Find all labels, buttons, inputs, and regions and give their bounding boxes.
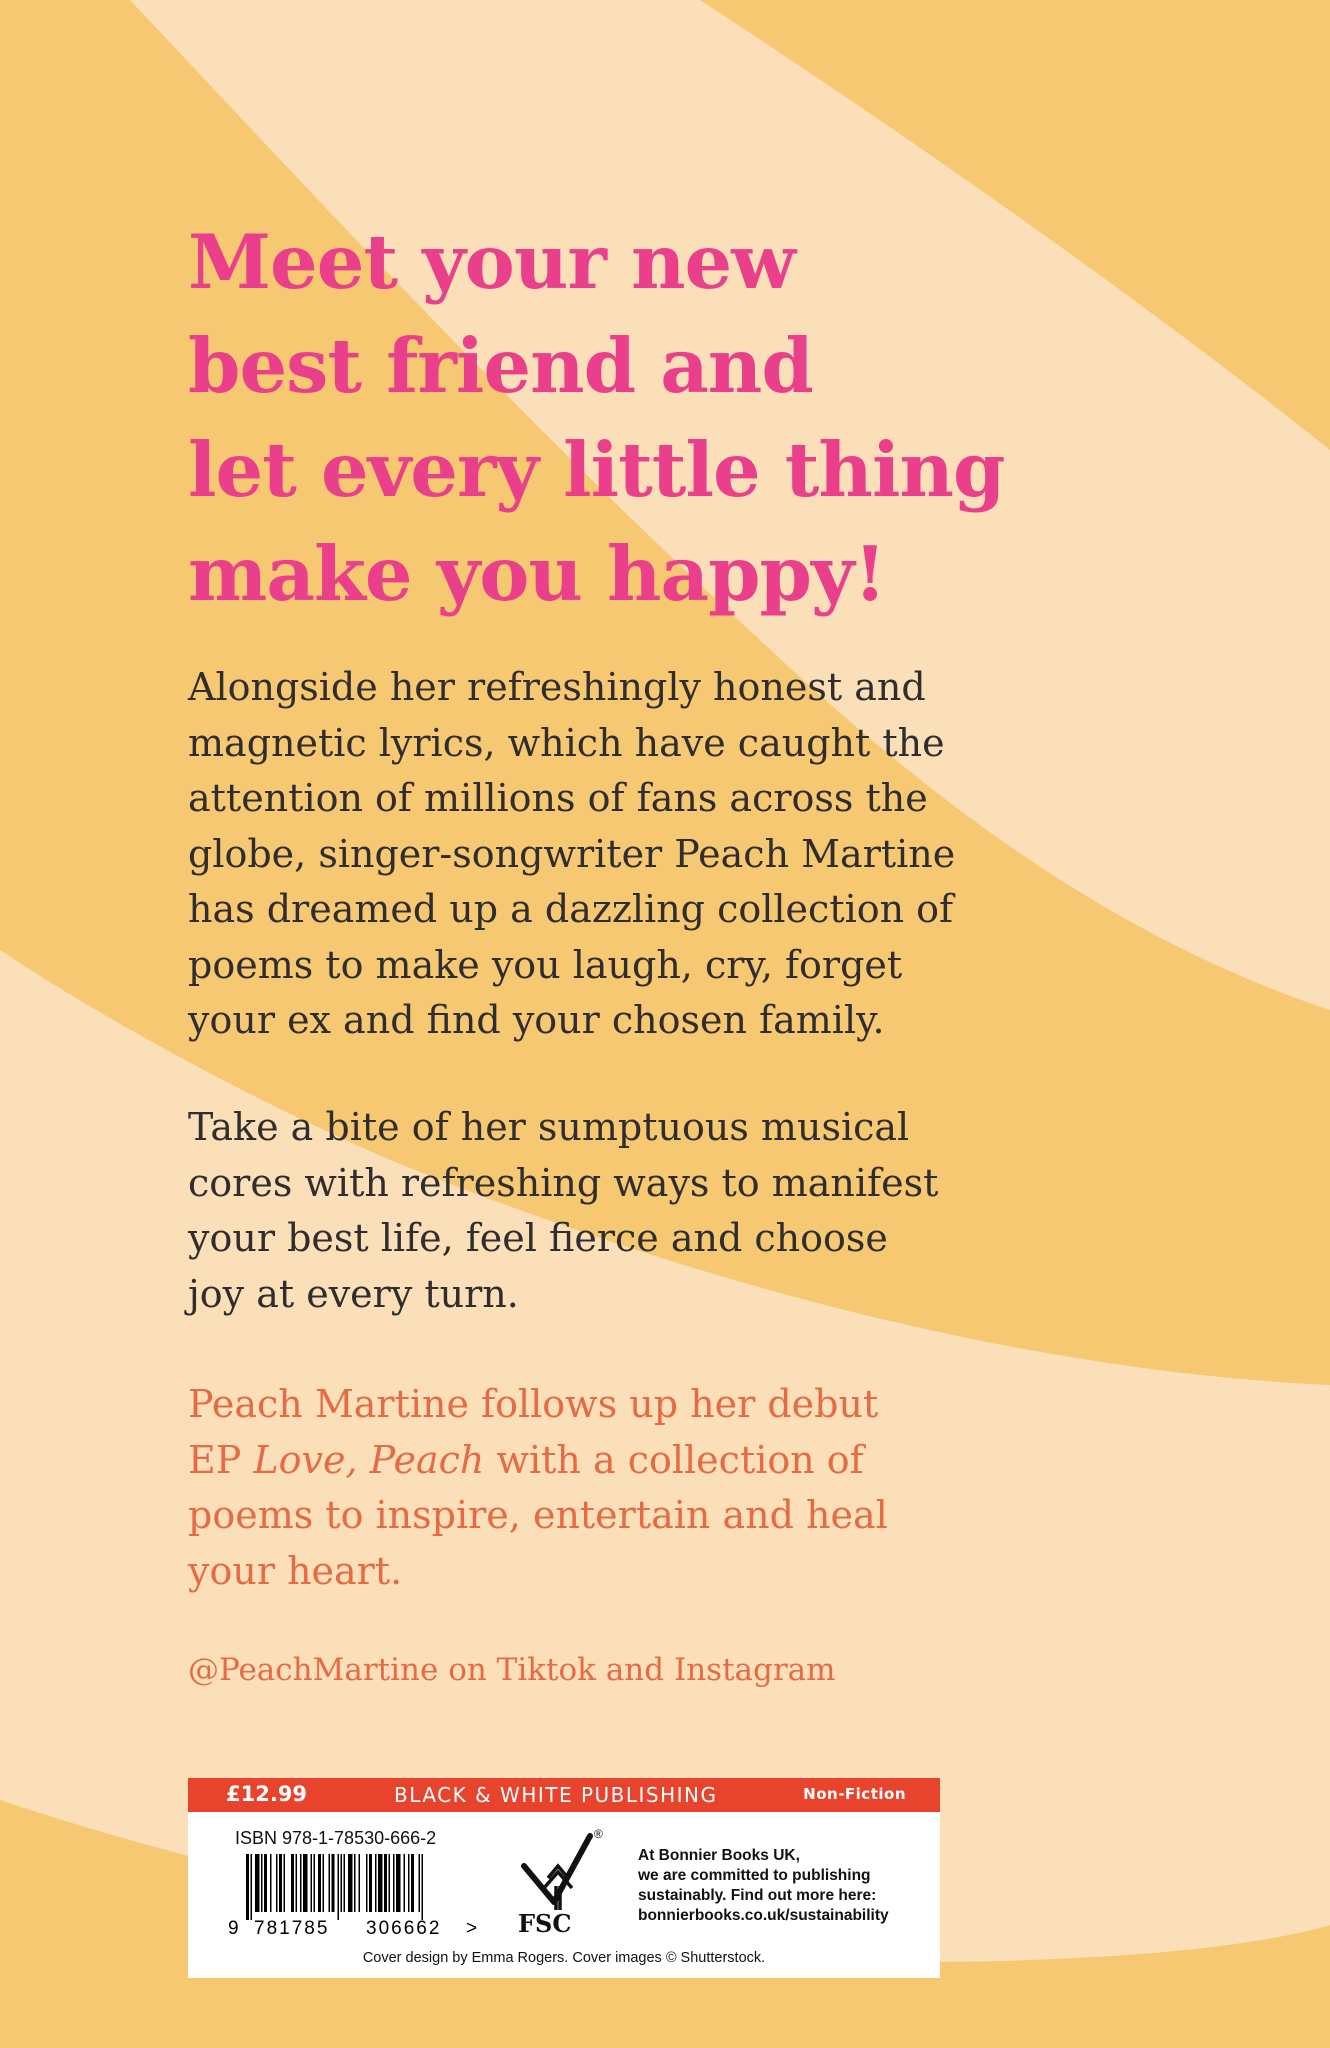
- barcode-bar: [369, 1854, 372, 1912]
- headline-line: Meet your new: [188, 218, 795, 306]
- blurb-line: Take a bite of her sumptuous musical: [188, 1105, 910, 1149]
- blurb-line: your ex and find your chosen family.: [188, 998, 885, 1042]
- barcode-bar: [311, 1854, 313, 1912]
- blurb-line: cores with refreshing ways to manifest: [188, 1160, 939, 1205]
- barcode-bar: [404, 1854, 406, 1912]
- category-label: Non-Fiction: [803, 1785, 906, 1803]
- blurb-line: poems to make you laugh, cry, forget: [188, 942, 903, 987]
- blurb-line: magnetic lyrics, which have caught the: [188, 720, 945, 765]
- barcode-bar: [246, 1854, 249, 1920]
- sustainability-line: sustainably. Find out more here:: [638, 1887, 877, 1904]
- blurb-line: poems to inspire, entertain and heal: [188, 1493, 888, 1537]
- headline-line: let every little thing: [188, 426, 1005, 514]
- social-handle: @PeachMartine on Tiktok and Instagram: [188, 1652, 836, 1688]
- fsc-text: FSC: [518, 1909, 572, 1938]
- barcode-bar: [261, 1854, 263, 1912]
- barcode-bar: [303, 1854, 308, 1912]
- barcode-bar: [408, 1854, 410, 1912]
- sustainability-note: [638, 1846, 938, 1926]
- blurb-line: Alongside her refreshingly honest and: [188, 665, 926, 709]
- isbn-label: ISBN 978-1-78530-666-2: [235, 1828, 437, 1848]
- sustainability-line: At Bonnier Books UK,: [638, 1847, 800, 1864]
- blurb-line: attention of millions of fans across the: [188, 776, 928, 820]
- barcode-bar: [323, 1854, 325, 1912]
- barcode-bar: [291, 1854, 294, 1912]
- price: £12.99: [226, 1782, 308, 1806]
- barcode-digit-end: >: [466, 1918, 478, 1938]
- barcode-bar: [284, 1854, 286, 1912]
- barcode-bar: [314, 1854, 316, 1912]
- barcode-bar: [318, 1854, 321, 1912]
- barcode-digits-left: 781785: [254, 1918, 330, 1938]
- barcode-bar: [300, 1854, 302, 1912]
- barcode-digit-lead: 9: [228, 1918, 239, 1938]
- sustainability-url: bonnierbooks.co.uk/sustainability: [638, 1907, 889, 1924]
- barcode: [228, 1854, 488, 1938]
- barcode-bar: [354, 1854, 356, 1912]
- barcode-bar: [338, 1854, 340, 1920]
- blurb-paragraph-2: [188, 1100, 1068, 1322]
- barcode-bar: [396, 1854, 401, 1912]
- blurb-paragraph-3: [188, 1377, 1068, 1599]
- headline: [188, 210, 1088, 626]
- barcode-bar: [251, 1854, 253, 1920]
- barcode-bar: [384, 1854, 387, 1912]
- fsc-logo: [510, 1826, 606, 1938]
- sustainability-line: we are committed to publishing: [638, 1867, 871, 1884]
- barcode-bar: [389, 1854, 391, 1912]
- blurb-line: your best life, feel fierce and choose: [188, 1216, 888, 1260]
- barcode-bar: [422, 1854, 424, 1920]
- barcode-bar: [393, 1854, 395, 1912]
- barcode-bar: [344, 1854, 346, 1912]
- blurb-line: globe, singer-songwriter Peach Martine: [188, 831, 956, 876]
- barcode-bar: [341, 1854, 343, 1912]
- barcode-bar: [255, 1854, 260, 1912]
- blurb-line: your heart.: [188, 1548, 403, 1593]
- barcode-panel: [188, 1778, 940, 1978]
- ep-suffix: with a collection of: [484, 1437, 864, 1482]
- publisher-bar: [188, 1778, 940, 1812]
- headline-line: make you happy!: [188, 530, 886, 618]
- barcode-bar: [366, 1854, 368, 1912]
- blurb-line: [188, 1433, 1068, 1489]
- blurb-line: Peach Martine follows up her debut: [188, 1382, 879, 1426]
- barcode-bar: [411, 1854, 414, 1912]
- barcode-bar: [276, 1854, 278, 1912]
- barcode-bar: [348, 1854, 353, 1912]
- cover-credits: Cover design by Emma Rogers. Cover images © Shutterstock.: [362, 1950, 766, 1966]
- barcode-bar: [329, 1854, 331, 1912]
- barcode-bar: [359, 1854, 361, 1912]
- blurb-line: has dreamed up a dazzling collection of: [188, 887, 954, 931]
- publisher-name: BLACK & WHITE PUBLISHING: [394, 1783, 718, 1807]
- blurb-line: joy at every turn.: [188, 1271, 519, 1316]
- barcode-bar: [296, 1854, 298, 1912]
- fsc-registered-mark: ®: [594, 1827, 603, 1841]
- ep-title: Love, Peach: [253, 1437, 485, 1482]
- barcode-bar: [264, 1854, 267, 1912]
- blurb-paragraph-1: [188, 660, 1068, 1049]
- barcode-digits-right: 306662: [366, 1918, 442, 1938]
- headline-line: best friend and: [188, 322, 813, 410]
- ep-prefix: EP: [188, 1437, 254, 1482]
- barcode-bar: [375, 1854, 377, 1912]
- barcode-bar: [378, 1854, 383, 1912]
- barcode-bar: [279, 1854, 282, 1912]
- barcode-bar: [419, 1854, 421, 1912]
- barcode-bar: [332, 1854, 335, 1912]
- barcode-bar: [270, 1854, 272, 1912]
